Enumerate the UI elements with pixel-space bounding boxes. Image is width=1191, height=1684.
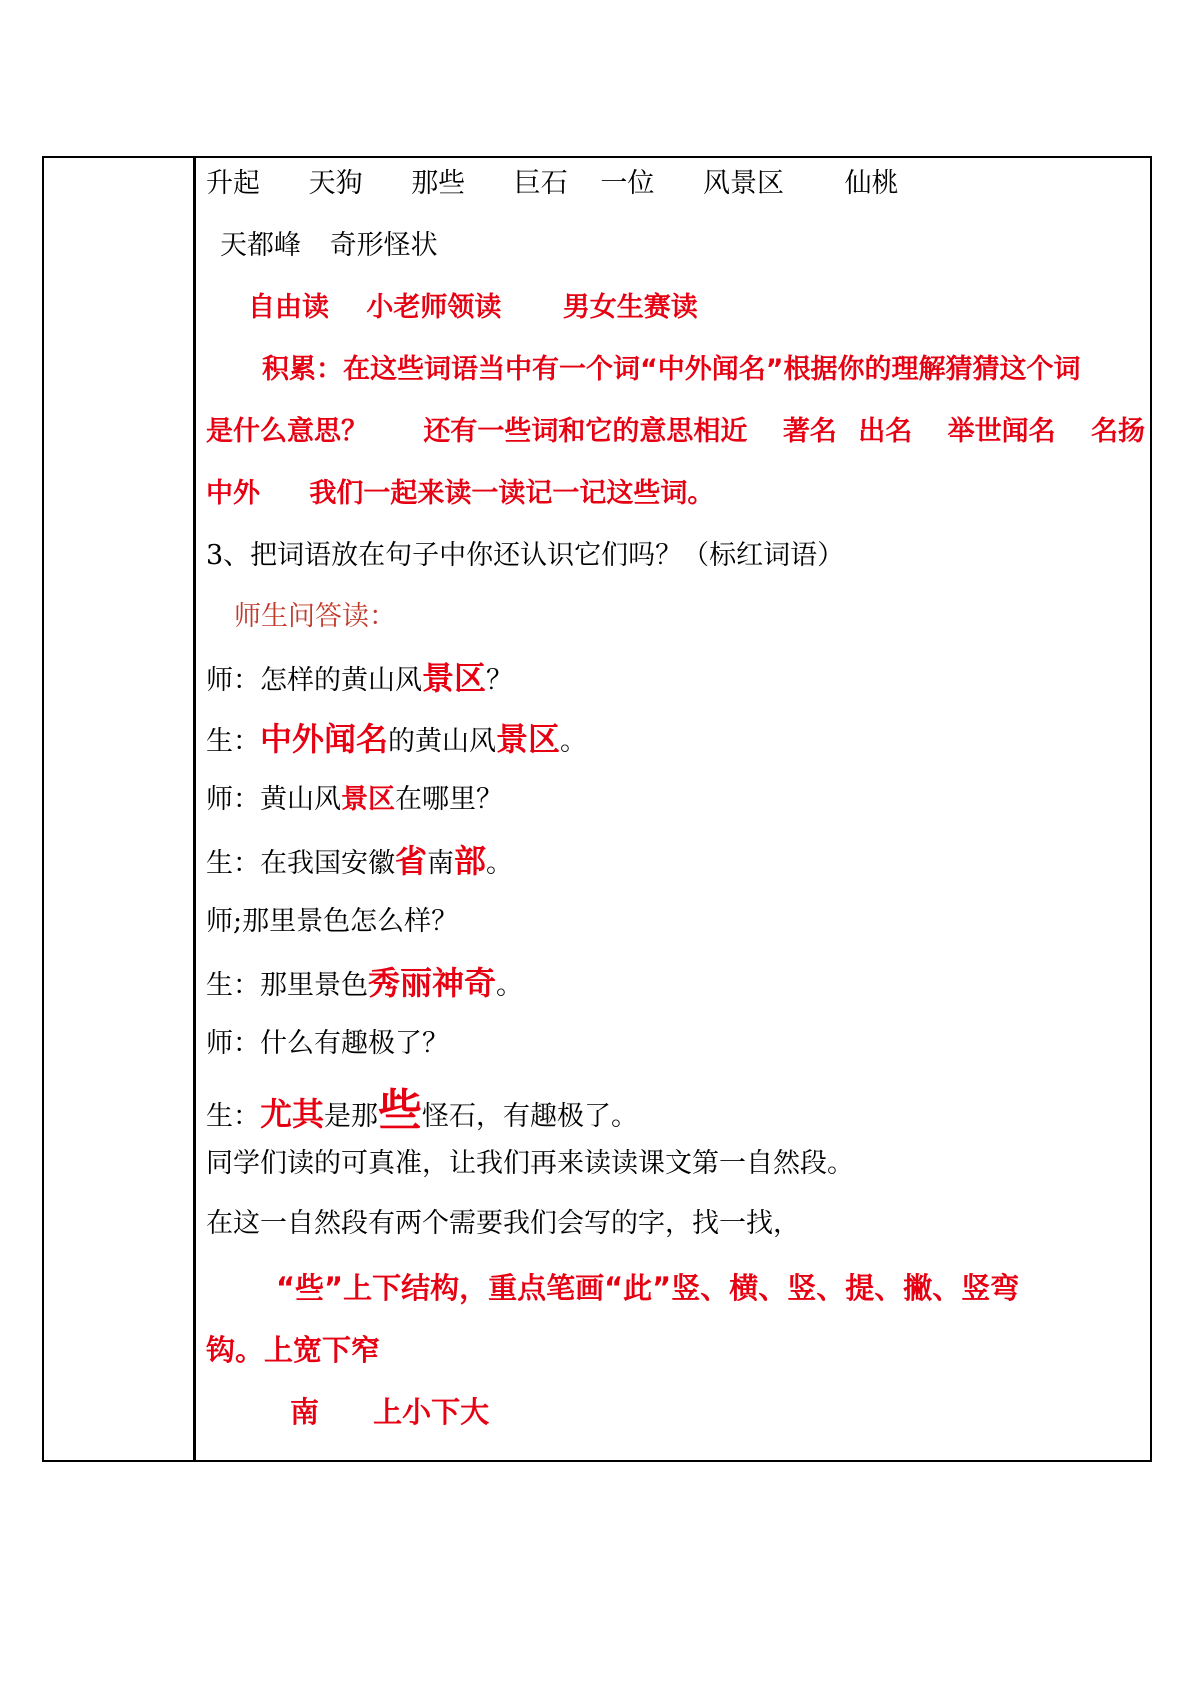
dialog-text: ？ — [486, 665, 514, 696]
paragraph: 在这一自然段有两个需要我们会写的字，找一找， — [206, 1208, 800, 1239]
dialog-text: 师：怎样的黄山风 — [206, 665, 422, 696]
key-character: 些 — [378, 1085, 423, 1136]
writing-guide-line-2: 钩。上宽下窄 — [206, 1333, 381, 1367]
dialog-text: 生：在我国安徽 — [206, 848, 395, 879]
reading-mode: 男女生赛读 — [562, 292, 698, 323]
similar-word: 名扬 — [1091, 416, 1146, 447]
dialog-text: 。 — [486, 848, 514, 879]
paragraph: 同学们读的可真准，让我们再来读读课文第一自然段。 — [206, 1148, 854, 1179]
writing-guide-line-3 — [290, 1392, 489, 1432]
key-word: 部 — [454, 842, 487, 880]
key-word: 景区 — [422, 659, 487, 697]
vocab-word: 仙桃 — [844, 168, 899, 199]
dialog-line — [206, 1086, 638, 1142]
accumulate-instruction: 我们一起来读一读记一记这些词。 — [309, 478, 715, 509]
dialog-text: 。 — [560, 726, 588, 757]
dialog-line: 师：什么有趣极了？ — [206, 1028, 449, 1059]
column-divider — [193, 156, 196, 1462]
accumulate-question: 是什么意思？ — [206, 416, 368, 447]
step-3: 3、把词语放在句子中你还认识它们吗？（标红词语） — [206, 540, 845, 571]
accumulate-line-1: 积累：在这些词语当中有一个词“中外闻名”根据你的理解猜猜这个词 — [262, 354, 1081, 385]
similar-word: 中外 — [206, 478, 260, 509]
vocab-word: 风景区 — [702, 168, 784, 199]
similar-word: 出名 — [858, 416, 913, 447]
vocab-line-1 — [206, 164, 899, 204]
dialog-text: 生：那里景色 — [206, 970, 368, 1001]
dialog-text: 师：黄山风 — [206, 784, 341, 815]
dialog-line — [206, 841, 513, 884]
key-word: 景区 — [496, 720, 561, 758]
similar-word: 举世闻名 — [947, 416, 1056, 447]
writing-character: 南 — [290, 1395, 320, 1429]
structure-note: 上小下大 — [373, 1395, 490, 1429]
reading-modes — [248, 288, 698, 328]
dialog-line — [206, 719, 587, 762]
writing-guide-line-1: “些”上下结构，重点笔画“此”竖、横、竖、提、撇、竖弯 — [276, 1271, 1020, 1305]
vocab-word: 天狗 — [308, 168, 363, 199]
key-word: 省 — [395, 842, 428, 880]
vocab-word: 那些 — [411, 168, 466, 199]
dialog-text: 怪石，有趣极了。 — [422, 1101, 639, 1132]
vocab-word: 升起 — [206, 168, 260, 199]
reading-mode: 自由读 — [248, 292, 329, 323]
key-word: 景区 — [341, 784, 395, 815]
vocab-word: 一位 — [600, 168, 655, 199]
accumulate-line-2 — [206, 412, 1145, 452]
dialog-line — [206, 780, 503, 820]
vocab-word: 天都峰 — [220, 230, 301, 261]
key-word: 秀丽神奇 — [368, 964, 497, 1002]
dialog-line — [206, 658, 513, 701]
vocab-word: 奇形怪状 — [329, 230, 438, 261]
vocab-line-2 — [220, 226, 438, 266]
dialog-text: 是那 — [324, 1101, 379, 1132]
dialog-text: 生： — [206, 726, 260, 757]
dialog-line: 师;那里景色怎么样？ — [206, 906, 459, 937]
key-word: 中外闻名 — [260, 720, 389, 758]
accumulate-line-3 — [206, 474, 714, 514]
dialog-text: 在哪里？ — [395, 784, 503, 815]
dialog-text: 南 — [427, 848, 455, 879]
dialog-text: 的黄山风 — [388, 726, 497, 757]
dialog-text: 。 — [496, 970, 524, 1001]
reading-mode: 小老师领读 — [366, 292, 502, 323]
similar-word: 著名 — [782, 416, 837, 447]
qa-title: 师生问答读： — [234, 601, 396, 632]
accumulate-similar: 还有一些词和它的意思相近 — [423, 416, 748, 447]
vocab-word: 巨石 — [513, 168, 568, 199]
dialog-line — [206, 963, 523, 1006]
dialog-text: 生： — [206, 1101, 260, 1132]
key-word: 尤其 — [260, 1095, 325, 1133]
